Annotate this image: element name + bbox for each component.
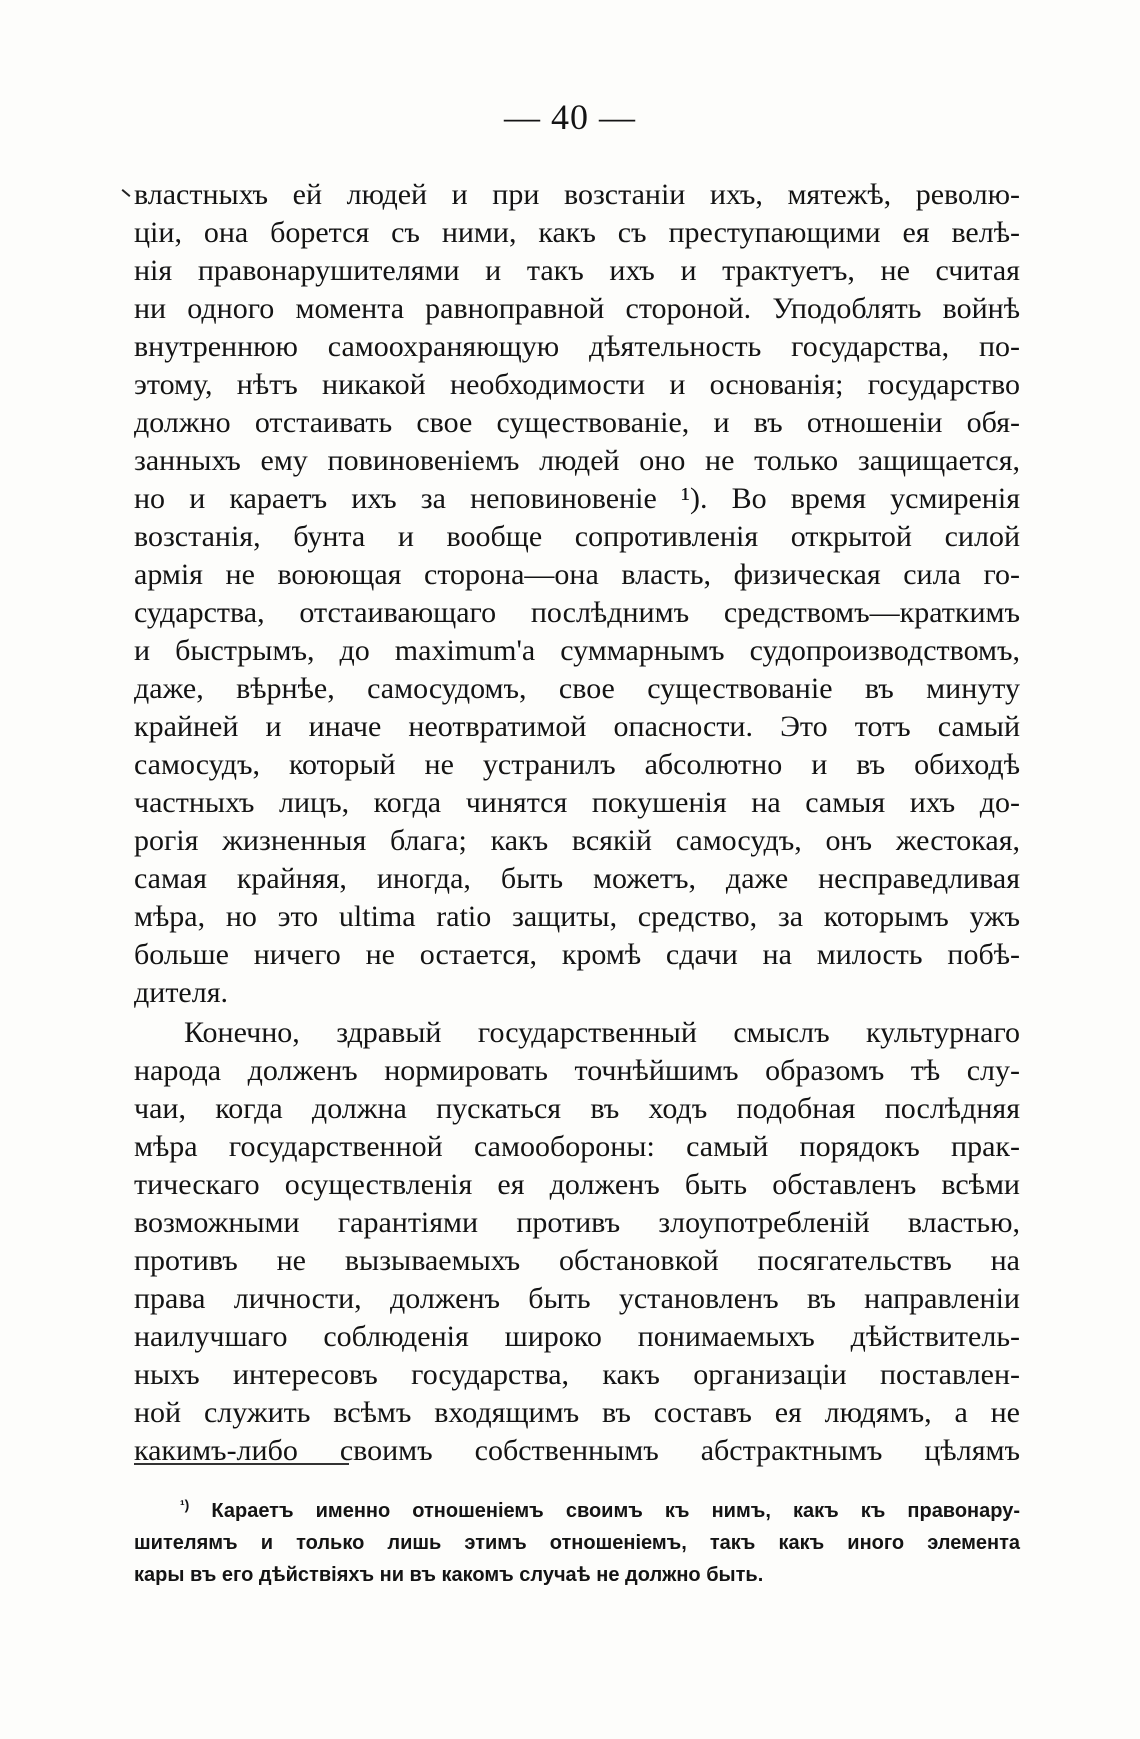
text-line: нія правонарушителями и такъ ихъ и трактуетъ, не считая [134, 254, 1020, 287]
text-line: и быстрымъ, до maximum'а суммарнымъ судопроизводствомъ, [134, 634, 1020, 667]
footnote-marker: ¹) [180, 1496, 190, 1513]
footnote-line [134, 1495, 1020, 1527]
text-line: внутреннюю самоохраняющую дѣятельность государства, по- [134, 330, 1020, 363]
footnote [134, 1495, 1020, 1591]
text-line: ни одного момента равноправной стороной. Уподоблять войнѣ [134, 292, 1020, 325]
text-line: ныхъ интересовъ государства, какъ организаціи поставлен- [134, 1358, 1020, 1391]
footnote-divider [134, 1463, 349, 1465]
text-line: ціи, она борется съ ними, какъ съ преступающими ея велѣ- [134, 216, 1020, 249]
text-line: властныхъ ей людей и при возстаніи ихъ, мятежѣ, револю- [134, 178, 1020, 211]
text-line: противъ не вызываемыхъ обстановкой посягательствъ на [134, 1244, 1020, 1277]
text-line: самая крайняя, иногда, быть можетъ, даже несправедливая [134, 862, 1020, 895]
footnote-text: Караетъ именно отношеніемъ своимъ къ нимъ, какъ къ правонару- [211, 1500, 1020, 1522]
text-line: даже, вѣрнѣе, самосудомъ, свое существованіе въ минуту [134, 672, 1020, 705]
text-line: Конечно, здравый государственный смыслъ культурнаго [184, 1016, 1020, 1049]
text-line: мѣра, но это ultima ratio защиты, средство, за которымъ ужъ [134, 900, 1020, 933]
margin-mark [122, 189, 131, 197]
text-line: больше ничего не остается, кромѣ сдачи на милость побѣ- [134, 938, 1020, 971]
footnote-line: кары въ его дѣйствіяхъ ни въ какомъ случаѣ не должно быть. [134, 1564, 764, 1586]
text-line: но и караетъ ихъ за неповиновеніе ¹). Во время усмиренія [134, 482, 1020, 515]
page-number: — 40 — [504, 97, 636, 137]
main-text [134, 176, 1020, 1470]
text-line: крайней и иначе неотвратимой опасности. Это тотъ самый [134, 710, 1020, 743]
text-line: этому, нѣтъ никакой необходимости и основанія; государство [134, 368, 1020, 401]
text-line: чаи, когда должна пускаться въ ходъ подобная послѣдняя [134, 1092, 1020, 1125]
paragraph-1 [134, 176, 1020, 1012]
text-line: сударства, отстаивающаго послѣднимъ средствомъ—краткимъ [134, 596, 1020, 629]
text-line: права личности, долженъ быть установленъ въ направленіи [134, 1282, 1020, 1315]
text-line: тическаго осуществленія ея долженъ быть обставленъ всѣми [134, 1168, 1020, 1201]
text-line: наилучшаго соблюденія широко понимаемыхъ дѣйствитель- [134, 1320, 1020, 1353]
text-line: мѣра государственной самообороны: самый порядокъ прак- [134, 1130, 1020, 1163]
text-line: ной служить всѣмъ входящимъ въ составъ ея людямъ, а не [134, 1396, 1020, 1429]
text-line: какимъ-либо своимъ собственнымъ абстрактнымъ цѣлямъ [134, 1434, 1020, 1467]
text-line: возстанія, бунта и вообще сопротивленія открытой силой [134, 520, 1020, 553]
text-line: рогія жизненныя блага; какъ всякій самосудъ, онъ жестокая, [134, 824, 1020, 857]
text-line: самосудъ, который не устранилъ абсолютно и въ обиходѣ [134, 748, 1020, 781]
text-line: частныхъ лицъ, когда чинятся покушенія на самыя ихъ до- [134, 786, 1020, 819]
text-line: должно отстаивать свое существованіе, и въ отношеніи обя- [134, 406, 1020, 439]
text-line: возможными гарантіями противъ злоупотребленій властью, [134, 1206, 1020, 1239]
text-line: занныхъ ему повиновеніемъ людей оно не только защищается, [134, 444, 1020, 477]
footnote-line: шителямъ и только лишь этимъ отношеніемъ, такъ какъ иного элемента [134, 1532, 1020, 1554]
text-line: дителя. [134, 976, 229, 1009]
paragraph-2 [134, 1014, 1020, 1470]
text-line: народа долженъ нормировать точнѣйшимъ образомъ тѣ слу- [134, 1054, 1020, 1087]
text-line: армія не воюющая сторона—она власть, физическая сила го- [134, 558, 1020, 591]
